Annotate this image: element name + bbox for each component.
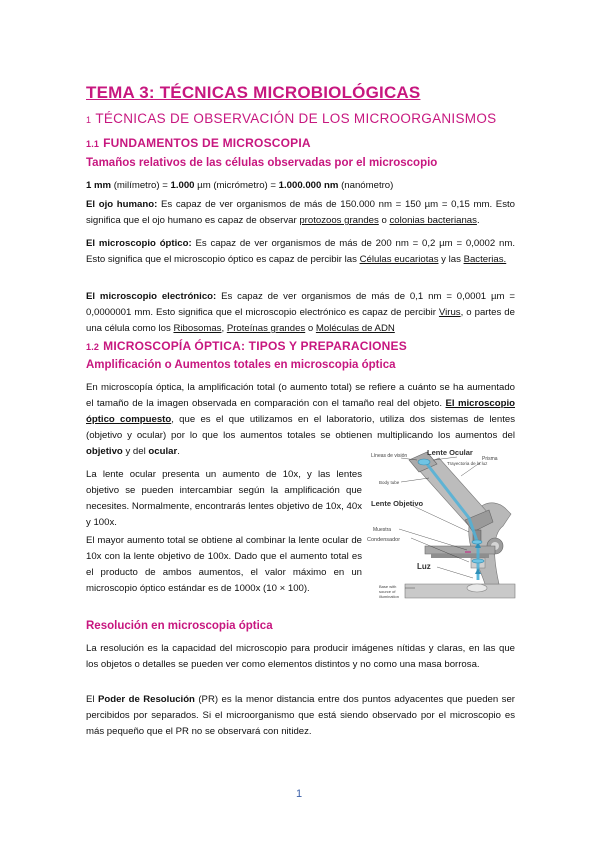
subsection-heading-1-2	[86, 339, 407, 353]
underlined-term: protozoos grandes	[299, 215, 379, 226]
label-muestra: Muestra	[373, 527, 392, 533]
paragraph-text: El	[86, 694, 98, 705]
paragraph-microscopio-electronico	[86, 289, 515, 337]
label-condensador: Condensador	[367, 537, 401, 543]
section-title: TÉCNICAS DE OBSERVACIÓN DE LOS MICROORGANISMOS	[95, 111, 497, 126]
label-base-line-3: illumination	[379, 594, 400, 599]
bold-term: objetivo	[86, 446, 123, 457]
label-lente-objetivo: Lente Objetivo	[371, 499, 424, 508]
paragraph-text: En microscopía óptica, la amplificación total (o aumento total) se refiere a cuánto se ha aumentado el tamaño de la imagen observada en comparación con el tamaño real del objeto.	[86, 382, 515, 409]
units-line	[86, 178, 516, 194]
bold-term: El microscopio óptico compuesto	[86, 398, 515, 425]
paragraph-text: ,	[221, 323, 227, 334]
paragraph-lente-ocular: La lente ocular presenta un aumento de 10x, y las lentes objetivo se pueden intercambiar según la amplificación que necesites. Normalmente, encontrarás lentes objetivo de 10x, 40x y 100x.	[86, 469, 362, 528]
unit-text: (nanómetro)	[338, 180, 394, 191]
bold-term: ocular	[148, 446, 178, 457]
paragraph-text: o	[378, 215, 390, 226]
paragraph-text: .	[177, 446, 180, 457]
underlined-term: colonias bacterianas	[389, 215, 477, 226]
underlined-term: Bacterias.	[463, 254, 507, 265]
page-number: 1	[296, 788, 303, 800]
paragraph-microscopio-optico	[86, 236, 515, 268]
unit-nm: nm	[321, 180, 339, 191]
label-trayectoria: Trayectoria de la luz	[447, 461, 488, 466]
paragraph-text: o	[305, 323, 316, 334]
subsection-heading-1-1	[86, 136, 311, 150]
unit-text: (milímetro) =	[111, 180, 171, 191]
underlined-term: Células eucariotas	[359, 254, 439, 265]
term-label: El microscopio óptico:	[86, 238, 192, 249]
section-heading-1	[86, 111, 496, 126]
paragraph-aumento-total: El mayor aumento total se obtiene al combinar la lente ocular de 10x con la lente objetivo de 100x. Dado que el aumento total es el producto de ambos aumentos, el valor máximo en un microscopio óptico estándar es de 1000x (10 × 100).	[86, 535, 362, 594]
subsection-title: MICROSCOPÍA ÓPTICA: TIPOS Y PREPARACIONES	[103, 339, 407, 353]
label-luz: Luz	[417, 562, 431, 571]
term-label: El ojo humano:	[86, 199, 158, 210]
paragraph-text: , o partes de una célula como los	[86, 307, 515, 334]
paragraph-ojo-humano	[86, 197, 515, 229]
label-prisma: Prisma	[482, 456, 498, 462]
paragraph-resolucion: La resolución es la capacidad del microscopio para producir imágenes nítidas y claras, en las que los objetos o detalles se pueden ver como elementos distintos y no como una masa borrosa.	[86, 643, 515, 670]
paragraph-text: , que es el que utilizamos en el laboratorio, utiliza dos sistemas de lentes (objetivo y ocular) por lo que los aumentos totales se obtienen multiplicando los aumentos del	[86, 414, 515, 441]
section-number: 1	[86, 115, 92, 125]
term-label: El microscopio electrónico:	[86, 291, 217, 302]
label-lineas-vision: Líneas de visión	[371, 453, 408, 459]
bold-term: Poder de Resolución	[97, 694, 195, 705]
microscope-figure	[365, 448, 520, 610]
paragraph-text: (PR) es la menor distancia entre dos puntos adyacentes que pueden ser percibidos por separados. Si el microorganismo que está siendo observado por el microscopio es más pequeño que el PR no se observará con nitidez.	[86, 694, 515, 737]
label-body-tube: Body tube	[379, 480, 400, 485]
heading-resolucion: Resolución en microscopia óptica	[86, 620, 273, 632]
label-base-line-2: source of	[379, 589, 396, 594]
paragraph-text: y del	[122, 446, 149, 457]
page-title: TEMA 3: TÉCNICAS MICROBIOLÓGICAS	[86, 83, 421, 102]
subsection-number: 1.2	[86, 342, 100, 352]
underlined-term: Moléculas de ADN	[315, 323, 395, 334]
paragraph-poder-resolucion	[86, 692, 515, 740]
paragraph-text: Es capaz de ver organismos de más de 150.000 nm = 150 µm = 0,15 mm. Esto significa que el ojo humano es capaz de observar	[86, 199, 515, 226]
heading-tamanos: Tamaños relativos de las células observadas por el microscopio	[86, 157, 438, 169]
unit-mm: 1 mm	[86, 180, 112, 191]
paragraph-text: Es capaz de ver organismos de más de 200 nm = 0,2 µm = 0,0002 nm. Esto significa que el microscopio óptico es capaz de percibir las	[86, 238, 515, 265]
paragraph-text: y las	[438, 254, 464, 265]
paragraph-text: .	[476, 215, 480, 226]
unit-value: 1.000.000	[278, 180, 322, 191]
paragraph-text: Es capaz de ver organismos de más de 0,1 nm = 0,0001 µm = 0,0000001 mm. Esto significa que el microscopio electrónico es capaz de percibir	[86, 291, 515, 318]
unit-value: 1.000	[170, 180, 195, 191]
subsection-title: FUNDAMENTOS DE MICROSCOPIA	[103, 136, 311, 150]
label-base-line-1: Base with	[379, 584, 397, 589]
underlined-term: Ribosomas	[173, 323, 222, 334]
subsection-number: 1.1	[86, 139, 100, 149]
label-lente-ocular: Lente Ocular	[427, 448, 473, 457]
heading-amplificacion: Amplificación o Aumentos totales en microscopia óptica	[86, 359, 396, 371]
underlined-term: Virus	[438, 307, 461, 318]
unit-text: µm (micrómetro) =	[194, 180, 279, 191]
underlined-term: Proteínas grandes	[226, 323, 306, 334]
